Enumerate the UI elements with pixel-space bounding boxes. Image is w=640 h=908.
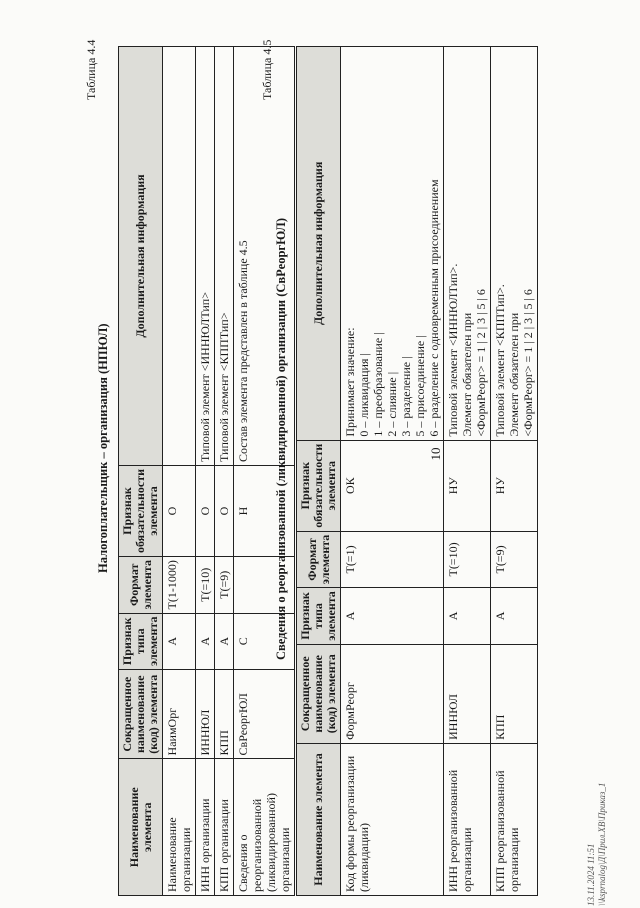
table-row [163, 47, 196, 896]
table-4-5 [296, 46, 538, 896]
cell: ИННЮЛ [196, 670, 215, 759]
col-header: Дополнительная информация [297, 47, 341, 441]
col-header: Формат элемента [119, 557, 163, 613]
cell: ОК [341, 440, 444, 531]
info-line: 1 – преобразование | [371, 332, 385, 437]
col-header: Признак обязательности элемента [297, 440, 341, 531]
cell: T(=10) [196, 557, 215, 613]
table-4-5-caption: Таблица 4.5 [260, 39, 274, 100]
info-line: Типовой элемент <КППТип>. [493, 284, 507, 437]
info-line: <ФормРеорг> = 1 | 2 | 3 | 5 | 6 [474, 289, 488, 437]
cell: Наименование организации [163, 759, 196, 896]
table-row [491, 47, 538, 896]
cell: А [444, 588, 491, 644]
note-line: \\ksprnalog\Д\Прил.ХВ\Приказ_1 [597, 782, 607, 906]
note-line: 13.11.2024 11:51 [586, 843, 596, 906]
info-line: 3 – разделение | [399, 356, 413, 437]
cell: А [341, 588, 444, 644]
cell: А [196, 613, 215, 669]
cell: КПП реорганизованной организации [491, 743, 538, 895]
cell: T(=10) [444, 531, 491, 587]
table-row [196, 47, 215, 896]
col-header: Сокращенное наименование (код) элемента [297, 644, 341, 743]
cell: О [215, 466, 234, 557]
cell: КПП [491, 644, 538, 743]
col-header: Формат элемента [297, 531, 341, 587]
table-4-5-header [297, 47, 341, 896]
cell: T(=1) [341, 531, 444, 587]
cell: О [196, 466, 215, 557]
cell: НУ [444, 440, 491, 531]
cell: ИНН организации [196, 759, 215, 896]
cell: А [215, 613, 234, 669]
table-4-4-header [119, 47, 163, 896]
info-line: 6 – разделение с одновременным присоединением [427, 179, 441, 437]
col-header: Сокращенное наименование (код) элемента [119, 670, 163, 759]
cell: ФормРеорг [341, 644, 444, 743]
cell: О [163, 466, 196, 557]
cell: Типовой элемент <ИННЮЛТип> [196, 47, 215, 466]
cell: T(=9) [215, 557, 234, 613]
cell: КПП организации [215, 759, 234, 896]
info-line: Элемент обязателен при [507, 312, 521, 437]
page-number: 10 [428, 447, 443, 461]
cell-info [341, 47, 444, 441]
table-row [215, 47, 234, 896]
cell: НаимОрг [163, 670, 196, 759]
col-header: Дополнительная информация [119, 47, 163, 466]
cell-info [491, 47, 538, 441]
file-path-note [586, 686, 608, 906]
cell: T(1-1000) [163, 557, 196, 613]
cell: Сведения о реорганизованной (ликвидированной) организации [234, 759, 295, 896]
cell-info [444, 47, 491, 441]
table-4-4-title: Налогоплательщик – организация (НПЮЛ) [96, 323, 110, 573]
info-line: 2 – слияние | [385, 371, 399, 437]
cell: НУ [491, 440, 538, 531]
info-line: Принимает значение: [343, 327, 357, 437]
info-line: Элемент обязателен при [460, 312, 474, 437]
cell: КПП [215, 670, 234, 759]
cell: Н [234, 466, 295, 557]
col-header: Наименование элемента [119, 759, 163, 896]
table-4-4 [118, 46, 295, 896]
col-header: Признак типа элемента [297, 588, 341, 644]
info-line: 0 – ликвидация | [357, 353, 371, 437]
col-header: Признак типа элемента [119, 613, 163, 669]
cell: С [234, 613, 295, 669]
cell: Типовой элемент <КППТип> [215, 47, 234, 466]
table-4-4-caption: Таблица 4.4 [84, 39, 98, 100]
col-header: Признак обязательности элемента [119, 466, 163, 557]
cell: T(=9) [491, 531, 538, 587]
cell: ИННЮЛ [444, 644, 491, 743]
table-row [444, 47, 491, 896]
info-line: Типовой элемент <ИННЮЛТип>. [446, 263, 460, 437]
cell: Состав элемента представлен в таблице 4.5 [234, 47, 295, 466]
info-line: 5 – присоединение | [413, 335, 427, 437]
cell [163, 47, 196, 466]
cell: СвРеоргЮЛ [234, 670, 295, 759]
table-row [341, 47, 444, 896]
table-4-5-title: Сведения о реорганизованной (ликвидированной) организации (СвРеоргЮЛ) [274, 218, 288, 660]
cell: А [163, 613, 196, 669]
cell: А [491, 588, 538, 644]
cell: Код формы реорганизации (ликвидации) [341, 743, 444, 895]
col-header: Наименование элемента [297, 743, 341, 895]
cell: ИНН реорганизованной организации [444, 743, 491, 895]
info-line: <ФормРеорг> = 1 | 2 | 3 | 5 | 6 [521, 289, 535, 437]
